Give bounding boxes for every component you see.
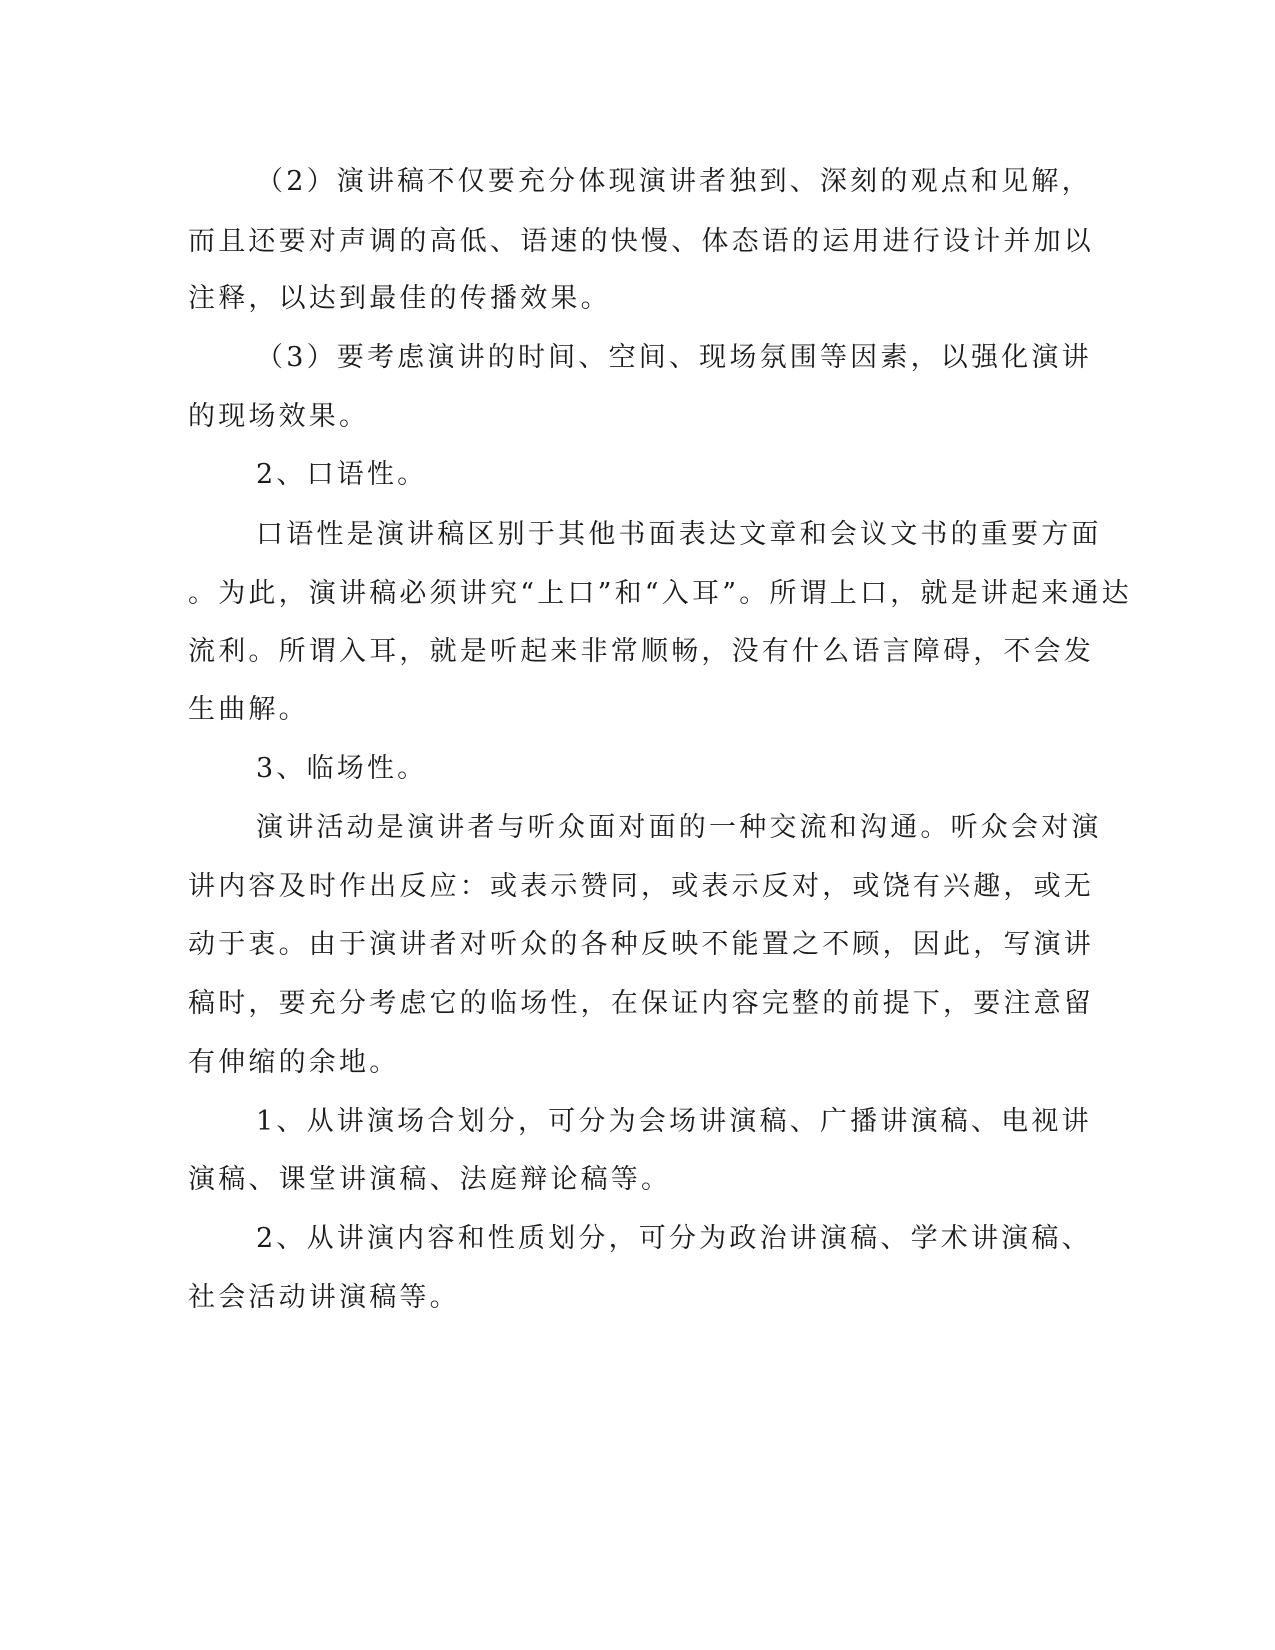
text-line: 1、从讲演场合划分，可分为会场讲演稿、广播讲演稿、电视讲 [256, 1106, 1092, 1137]
text-line: 的现场效果。 [188, 401, 370, 432]
text-line: 口语性是演讲稿区别于其他书面表达文章和会议文书的重要方面 [256, 519, 1102, 550]
text-line: 而且还要对声调的高低、语速的快慢、体态语的运用进行设计并加以 [188, 226, 1094, 257]
section-heading: 2、口语性。 [256, 459, 428, 490]
text-line: 注释，以达到最佳的传播效果。 [188, 283, 611, 314]
text-line: 有伸缩的余地。 [188, 1047, 400, 1078]
text-line: 社会活动讲演稿等。 [188, 1282, 460, 1313]
text-line: （2）演讲稿不仅要充分体现演讲者独到、深刻的观点和见解， [256, 166, 1092, 197]
text-line: 讲内容及时作出反应：或表示赞同，或表示反对，或饶有兴趣，或无 [188, 871, 1094, 902]
text-line: 演稿、课堂讲演稿、法庭辩论稿等。 [188, 1164, 672, 1195]
text-line: 稿时，要充分考虑它的临场性，在保证内容完整的前提下，要注意留 [188, 988, 1094, 1019]
text-line: 。为此，演讲稿必须讲究“上口”和“入耳”。所谓上口，就是讲起来通达 [188, 578, 1132, 609]
text-line: 演讲活动是演讲者与听众面对面的一种交流和沟通。听众会对演 [256, 812, 1102, 843]
text-line: 流利。所谓入耳，就是听起来非常顺畅，没有什么语言障碍，不会发 [188, 636, 1094, 667]
text-line: 2、从讲演内容和性质划分，可分为政治讲演稿、学术讲演稿、 [256, 1223, 1092, 1254]
section-heading: 3、临场性。 [256, 753, 428, 784]
text-line: 动于衷。由于演讲者对听众的各种反映不能置之不顾，因此，写演讲 [188, 929, 1094, 960]
text-line: （3）要考虑演讲的时间、空间、现场氛围等因素，以强化演讲 [256, 342, 1092, 373]
text-line: 生曲解。 [188, 694, 309, 725]
